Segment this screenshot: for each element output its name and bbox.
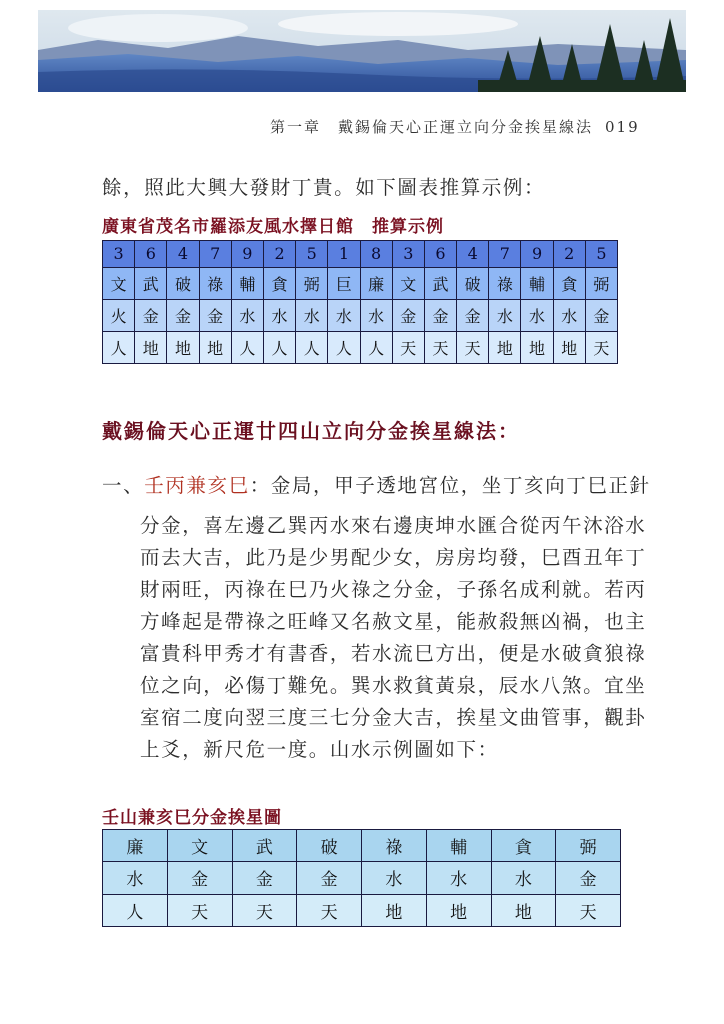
trinity-cell: 天 — [556, 894, 621, 926]
trinity-cell: 天 — [457, 331, 489, 363]
star-cell: 祿 — [362, 830, 427, 862]
trinity-cell: 地 — [426, 894, 491, 926]
trinity-cell: 人 — [103, 331, 135, 363]
trinity-cell: 天 — [392, 331, 424, 363]
element-cell: 水 — [296, 299, 328, 331]
star-cell: 貪 — [263, 267, 295, 299]
trinity-cell: 人 — [103, 894, 168, 926]
element-cell: 金 — [392, 299, 424, 331]
star-cell: 武 — [135, 267, 167, 299]
element-cell: 金 — [199, 299, 231, 331]
section-title: 戴錫倫天心正運廿四山立向分金挨星線法： — [102, 419, 520, 443]
star-cell: 貪 — [553, 267, 585, 299]
element-row — [103, 299, 618, 331]
trinity-cell: 天 — [297, 894, 362, 926]
element-cell: 火 — [103, 299, 135, 331]
number-cell: 3 — [392, 241, 424, 268]
element-cell: 金 — [167, 299, 199, 331]
element-cell: 水 — [489, 299, 521, 331]
trinity-cell: 地 — [167, 331, 199, 363]
star-allocation-table — [102, 829, 621, 927]
star-cell: 武 — [232, 830, 297, 862]
item-body-line: 方峰起是帶祿之旺峰又名赦文星，能赦殺無凶禍，也主 — [140, 610, 647, 633]
star-cell: 弼 — [556, 830, 621, 862]
star-cell: 文 — [167, 830, 232, 862]
item-body-line: 位之向，必傷丁難免。巽水救貧黃泉，辰水八煞。宜坐 — [140, 674, 647, 697]
number-cell: 9 — [521, 241, 553, 268]
star-cell: 輔 — [521, 267, 553, 299]
star-cell: 輔 — [426, 830, 491, 862]
trinity-cell: 人 — [328, 331, 360, 363]
element-cell: 水 — [231, 299, 263, 331]
number-cell: 4 — [167, 241, 199, 268]
number-cell: 5 — [296, 241, 328, 268]
trinity-cell: 人 — [231, 331, 263, 363]
trinity-cell: 地 — [491, 894, 556, 926]
star-row — [103, 830, 621, 862]
star-cell: 文 — [392, 267, 424, 299]
star-cell: 破 — [297, 830, 362, 862]
star-cell: 弼 — [585, 267, 617, 299]
trinity-row — [103, 331, 618, 363]
trinity-cell: 天 — [424, 331, 456, 363]
trinity-cell: 地 — [362, 894, 427, 926]
number-cell: 5 — [585, 241, 617, 268]
number-cell: 2 — [553, 241, 585, 268]
star-cell: 破 — [167, 267, 199, 299]
item-body-line: 上爻，新尺危一度。山水示例圖如下： — [140, 738, 499, 761]
element-cell: 水 — [426, 862, 491, 894]
trinity-cell: 人 — [263, 331, 295, 363]
number-cell: 6 — [135, 241, 167, 268]
number-cell: 3 — [103, 241, 135, 268]
item-first-line-text: ：金局，甲子透地宮位，坐丁亥向丁巳正針 — [249, 474, 651, 497]
element-cell: 金 — [585, 299, 617, 331]
item-heading: 壬丙兼亥巳 — [144, 474, 250, 497]
star-cell: 文 — [103, 267, 135, 299]
element-cell: 水 — [362, 862, 427, 894]
number-cell: 8 — [360, 241, 392, 268]
star-cell: 祿 — [199, 267, 231, 299]
star-cell: 巨 — [328, 267, 360, 299]
trinity-cell: 地 — [489, 331, 521, 363]
number-cell: 9 — [231, 241, 263, 268]
item-body-line: 富貴科甲秀才有書香，若水流巳方出，便是水破貪狼祿 — [140, 642, 647, 665]
number-cell: 7 — [199, 241, 231, 268]
element-cell: 水 — [263, 299, 295, 331]
star-cell: 武 — [424, 267, 456, 299]
trinity-cell: 天 — [167, 894, 232, 926]
element-cell: 水 — [491, 862, 556, 894]
trinity-cell: 地 — [199, 331, 231, 363]
running-header — [270, 116, 640, 137]
trinity-cell: 地 — [135, 331, 167, 363]
trinity-cell: 人 — [360, 331, 392, 363]
star-row — [103, 267, 618, 299]
number-cell: 1 — [328, 241, 360, 268]
number-cell: 2 — [263, 241, 295, 268]
item-first-line — [102, 470, 651, 498]
trinity-cell: 地 — [521, 331, 553, 363]
trinity-row — [103, 894, 621, 926]
element-cell: 水 — [553, 299, 585, 331]
trinity-cell: 天 — [585, 331, 617, 363]
element-cell: 金 — [457, 299, 489, 331]
element-cell: 金 — [424, 299, 456, 331]
table1-caption: 廣東省茂名市羅添友風水擇日館 推算示例 — [102, 217, 444, 237]
element-cell: 水 — [103, 862, 168, 894]
landscape-banner-image — [38, 10, 686, 92]
calculation-example-table — [102, 240, 618, 364]
number-cell: 4 — [457, 241, 489, 268]
element-cell: 金 — [556, 862, 621, 894]
star-cell: 祿 — [489, 267, 521, 299]
chapter-title: 第一章 戴錫倫天心正運立向分金挨星線法 — [270, 118, 594, 136]
trinity-cell: 人 — [296, 331, 328, 363]
trinity-cell: 地 — [553, 331, 585, 363]
element-cell: 金 — [232, 862, 297, 894]
item-body-line: 分金，喜左邊乙巽丙水來右邊庚坤水匯合從丙午沐浴水 — [140, 514, 647, 537]
star-cell: 弼 — [296, 267, 328, 299]
star-cell: 廉 — [360, 267, 392, 299]
item-body-line: 室宿二度向翌三度三七分金大吉，挨星文曲管事，觀卦 — [140, 706, 647, 729]
element-row — [103, 862, 621, 894]
trinity-cell: 天 — [232, 894, 297, 926]
element-cell: 金 — [167, 862, 232, 894]
item-marker: 一、 — [102, 474, 145, 497]
element-cell: 金 — [297, 862, 362, 894]
number-cell: 6 — [424, 241, 456, 268]
intro-paragraph: 餘，照此大興大發財丁貴。如下圖表推算示例： — [102, 176, 546, 199]
item-body-line: 而去大吉，此乃是少男配少女，房房均發，巳酉丑年丁 — [140, 546, 647, 569]
number-row — [103, 241, 618, 268]
element-cell: 金 — [135, 299, 167, 331]
number-cell: 7 — [489, 241, 521, 268]
element-cell: 水 — [328, 299, 360, 331]
element-cell: 水 — [521, 299, 553, 331]
page-number: 019 — [605, 118, 640, 136]
element-cell: 水 — [360, 299, 392, 331]
table2-caption: 壬山兼亥巳分金挨星圖 — [102, 808, 282, 828]
star-cell: 輔 — [231, 267, 263, 299]
item-body-line: 財兩旺，丙祿在巳乃火祿之分金，子孫名成利就。若丙 — [140, 578, 647, 601]
star-cell: 廉 — [103, 830, 168, 862]
star-cell: 貪 — [491, 830, 556, 862]
star-cell: 破 — [457, 267, 489, 299]
